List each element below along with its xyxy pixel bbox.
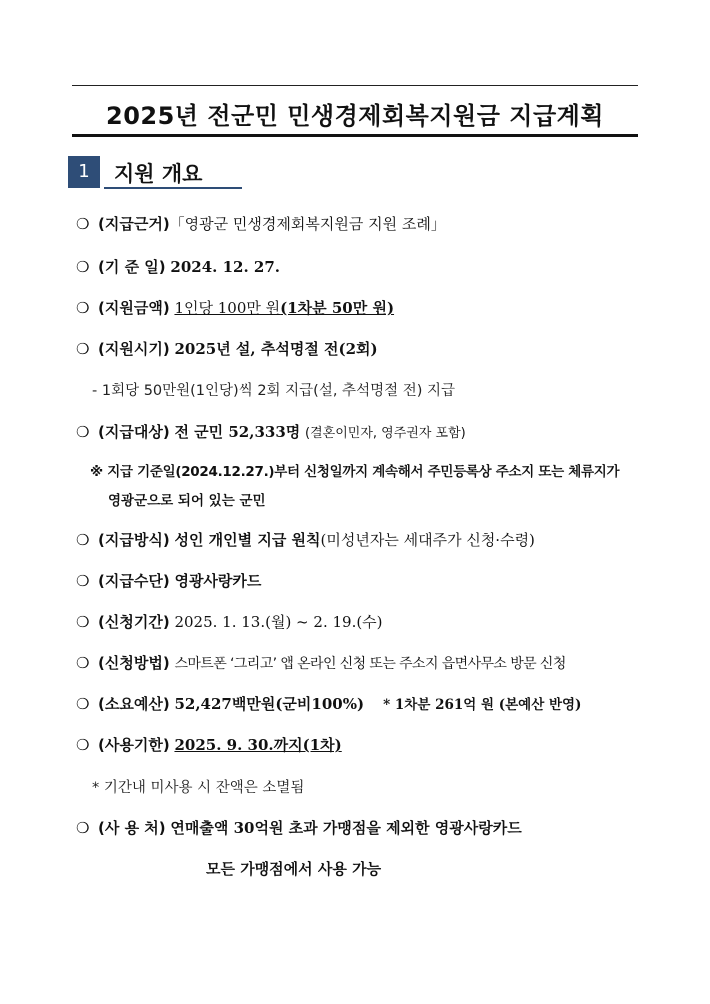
item-value: 2024. 12. 27. (170, 258, 281, 276)
item-usage-line-2: 모든 가맹점에서 사용 가능 (206, 860, 382, 878)
item-amount (76, 297, 394, 318)
section-number-badge: 1 (68, 156, 100, 188)
bullet-icon: ❍ (76, 613, 90, 631)
item-method (76, 529, 535, 550)
item-deadline (76, 734, 342, 755)
bullet-icon: ❍ (76, 695, 90, 713)
bullet-icon: ❍ (76, 258, 90, 276)
section-title: 지원 개요 (114, 162, 203, 186)
item-budget (76, 693, 581, 714)
item-usage (76, 817, 522, 838)
item-means (76, 570, 261, 591)
bullet-icon: ❍ (76, 572, 90, 590)
item-value: 성인 개인별 지급 원칙 (174, 531, 321, 549)
item-target (76, 421, 466, 442)
item-label: (지원금액) (98, 299, 170, 317)
item-label: (신청방법) (98, 654, 170, 672)
item-value: 전 군민 52,333명 (174, 423, 301, 441)
item-timing-sub: - 1회당 50만원(1인당)씩 2회 지급(설, 추석명절 전) 지급 (92, 383, 455, 399)
item-period (76, 611, 383, 632)
item-value-extra: * 1차분 261억 원 (본예산 반영) (383, 697, 582, 713)
document-title: 2025년 전군민 민생경제회복지원금 지급계획 (106, 102, 604, 130)
item-label: (지급방식) (98, 531, 170, 549)
item-value: 영광사랑카드 (174, 572, 262, 590)
item-label: (신청기간) (98, 613, 170, 631)
item-value: 2025. 9. 30.까지(1차) (174, 736, 342, 754)
bullet-icon: ❍ (76, 736, 90, 754)
section-underline (104, 187, 242, 189)
item-label: (사 용 처) (98, 819, 166, 837)
bullet-icon: ❍ (76, 215, 90, 233)
item-timing (76, 338, 378, 359)
item-target-note-1: ※ 지급 기준일(2024.12.27.)부터 신청일까지 계속해서 주민등록상 주소지 또는 체류지가 (90, 464, 620, 480)
title-bottom-rule (72, 134, 638, 137)
item-value: 스마트폰 ‘그리고’ 앱 온라인 신청 또는 주소지 읍면사무소 방문 신청 (174, 656, 566, 672)
item-value-note: (결혼이민자, 영주권자 포함) (305, 426, 466, 441)
item-value: 2025년 설, 추석명절 전(2회) (174, 340, 378, 358)
item-value: 1인당 100만 원 (174, 299, 281, 317)
item-value: 연매출액 30억원 초과 가맹점을 제외한 영광사랑카드 (170, 819, 522, 837)
title-top-rule (72, 85, 638, 86)
bullet-icon: ❍ (76, 654, 90, 672)
item-value: 「영광군 민생경제회복지원금 지원 조례」 (169, 215, 446, 233)
item-label: (소요예산) (98, 695, 170, 713)
item-value: 2025. 1. 13.(월) ~ 2. 19.(수) (174, 613, 383, 631)
item-apply (76, 652, 566, 673)
item-label: (지급근거) (98, 215, 170, 233)
item-value-extra: (미성년자는 세대주가 신청·수령) (320, 531, 535, 549)
bullet-icon: ❍ (76, 299, 90, 317)
bullet-icon: ❍ (76, 423, 90, 441)
item-label: (지급대상) (98, 423, 170, 441)
bullet-icon: ❍ (76, 531, 90, 549)
item-label: (지급수단) (98, 572, 170, 590)
item-base-date (76, 256, 280, 277)
item-label: (사용기한) (98, 736, 170, 754)
item-basis (76, 213, 446, 234)
item-value: 52,427백만원(군비100%) (174, 695, 365, 713)
item-label: (기 준 일) (98, 258, 166, 276)
item-value-extra: (1차분 50만 원) (280, 299, 395, 317)
item-label: (지원시기) (98, 340, 170, 358)
item-target-note-2: 영광군으로 되어 있는 군민 (108, 493, 266, 509)
bullet-icon: ❍ (76, 819, 90, 837)
bullet-icon: ❍ (76, 340, 90, 358)
item-deadline-sub: * 기간내 미사용 시 잔액은 소멸됨 (92, 780, 305, 796)
